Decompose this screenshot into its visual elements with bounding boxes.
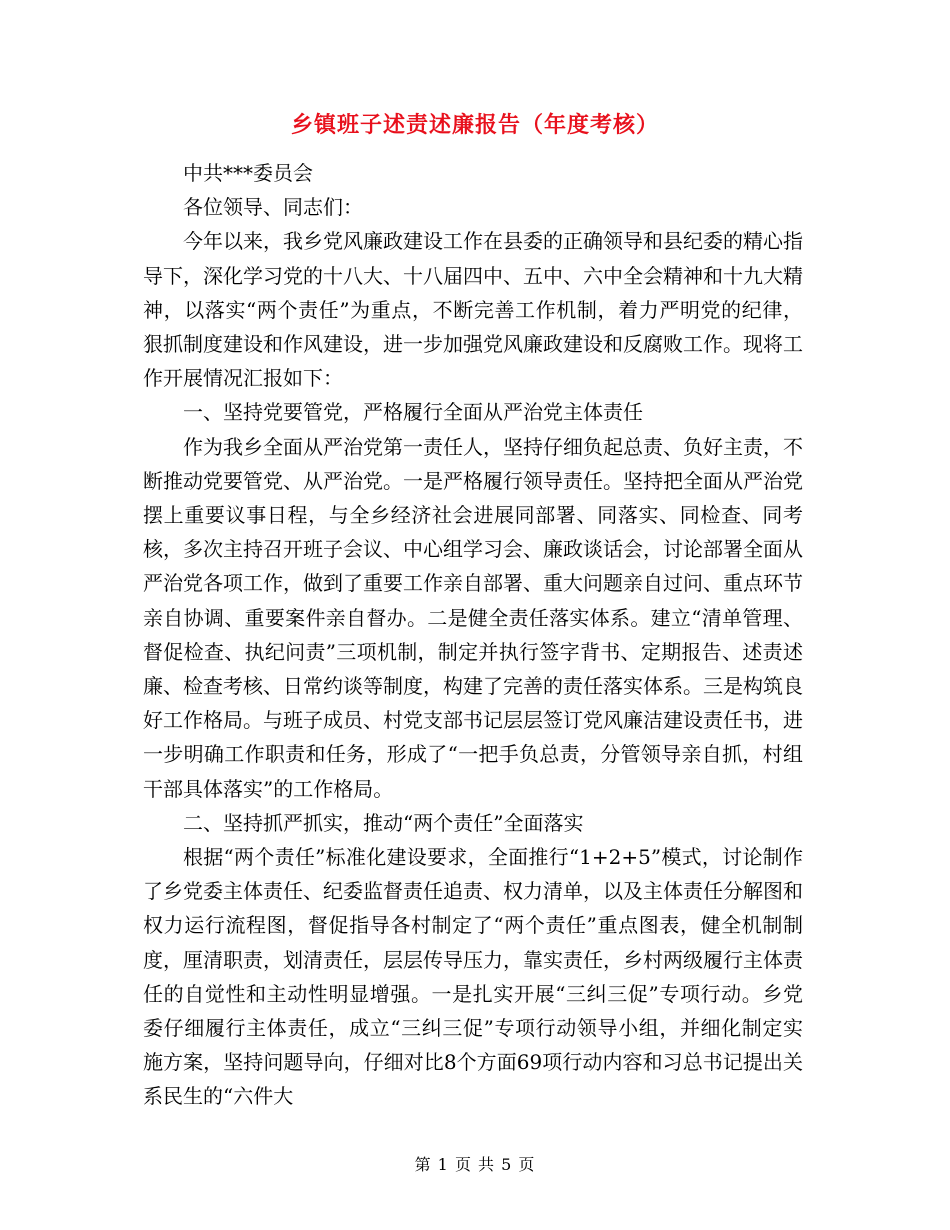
section-heading-2: 二、坚持抓严抓实，推动“两个责任”全面落实 xyxy=(183,810,584,835)
section-heading-1: 一、坚持党要管党，严格履行全面从严治党主体责任 xyxy=(183,400,643,425)
section-1-paragraph: 作为我乡全面从严治党第一责任人，坚持仔细负起总责、负好主责，不断推动党要管党、从严治党。一是严格履行领导责任。坚持把全面从严治党摆上重要议事日程，与全乡经济社会进展同部署、同落实、同检查、同考核，多次主持召开班子会议、中心组学习会、廉政谈话会，讨论部署全面从严治党各项工作，做到了重要工作亲自部署、重大问题亲自过问、重点环节亲自协调、重要案件亲自督办。二是健全责任落实体系。建立“清单管理、督促检查、执纪问责”三项机制，制定并执行签字背书、定期报告、述责述廉、检查考核、日常约谈等制度，构建了完善的责任落实体系。三是构筑良好工作格局。与班子成员、村党支部书记层层签订党风廉洁建设责任书，进一步明确工作职责和任务，形成了“一把手负总责，分管领导亲自抓，村组干部具体落实”的工作格局。 xyxy=(143,434,803,801)
page-number-footer: 第 1 页 共 5 页 xyxy=(414,1155,536,1174)
salutation: 各位领导、同志们： xyxy=(183,195,363,220)
addressee-org: 中共***委员会 xyxy=(183,161,313,185)
document-body xyxy=(143,156,803,1114)
intro-paragraph: 今年以来，我乡党风廉政建设工作在县委的正确领导和县纪委的精心指导下，深化学习党的十八大、十八届四中、五中、六中全会精神和十九大精神，以落实“两个责任”为重点，不断完善工作机制，着力严明党的纪律，狠抓制度建设和作风建设，进一步加强党风廉政建设和反腐败工作。现将工作开展情况汇报如下： xyxy=(143,229,803,391)
section-2-paragraph: 根据“两个责任”标准化建设要求，全面推行“1+2+5”模式，讨论制作了乡党委主体责任、纪委监督责任追责、权力清单，以及主体责任分解图和权力运行流程图，督促指导各村制定了“两个责任”重点图表，健全机制制度，厘清职责，划清责任，层层传导压力，靠实责任，乡村两级履行主体责任的自觉性和主动性明显增强。一是扎实开展“三纠三促”专项行动。乡党委仔细履行主体责任，成立“三纠三促”专项行动领导小组，并细化制定实施方案，坚持问题导向，仔细对比8个方面69项行动内容和习总书记提出关系民生的“六件大 xyxy=(143,845,803,1109)
document-title: 乡镇班子述责述廉报告（年度考核） xyxy=(290,112,659,138)
